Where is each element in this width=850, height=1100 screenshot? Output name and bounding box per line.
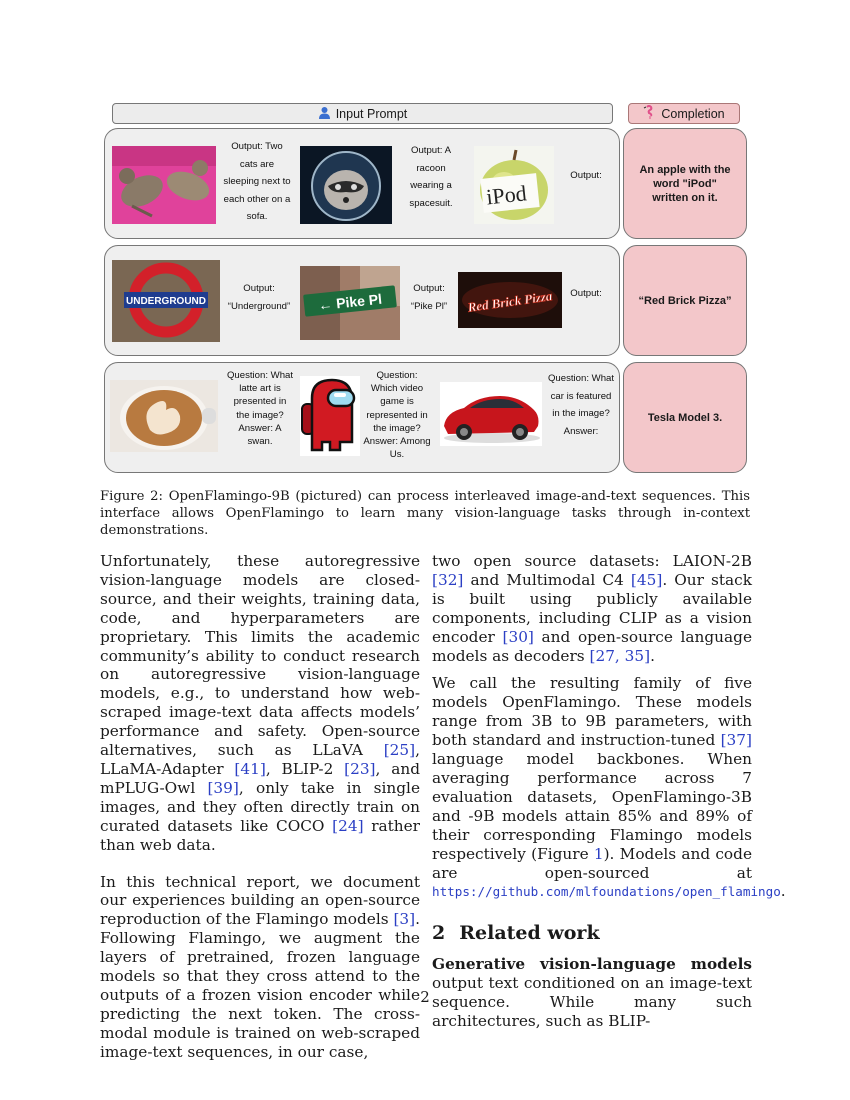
tesla-image: [440, 382, 542, 446]
row1-caption-1: Output: Two cats are sleeping next to each other on a sofa.: [223, 141, 291, 222]
row3-caption-2: Question: Which video game is represented in the image? Answer: Among Us.: [363, 370, 431, 461]
red-brick-pizza-image: [458, 272, 562, 328]
citation-link[interactable]: [23]: [344, 759, 376, 778]
svg-text:iPod: iPod: [484, 180, 528, 210]
svg-text:Red Brick Pizza: Red Brick Pizza: [466, 288, 554, 315]
row2-caption-2: Output: “Pike Pl”: [410, 283, 448, 312]
svg-text:← Pike Pl: ← Pike Pl: [317, 290, 383, 314]
paragraph: We call the resulting family of five models OpenFlamingo. These models range from 3B to 9B parameters, with both standard and instruction-tuned [37] language model backbones. When averaging performance across 7 evaluation datasets, OpenFlamingo-3B and -9B models attain 85% and 89% of their corresponding Flamingo models respectively (Figure 1). Models and code are open-sourced at https://github.com/mlfoundations/open_flamingo.: [432, 674, 786, 901]
figure-caption: Figure 2: OpenFlamingo-9B (pictured) can process interleaved image-and-text sequences. This interface allows OpenFlamingo to learn many vision-language tasks through in-context demonstrations.: [100, 489, 750, 538]
citation-link[interactable]: [32]: [432, 570, 464, 589]
pike-place-image: [300, 266, 400, 340]
svg-text:UNDERGROUND: UNDERGROUND: [126, 296, 206, 307]
apple-ipod-image: [474, 146, 554, 224]
paragraph: two open source datasets: LAION-2B [32] and Multimodal C4 [45]. Our stack is built using publicly available components, including CLIP as a vision encoder [30] and open-source language models as decoders [27, 35].: [432, 552, 753, 665]
flamingo-icon: [643, 105, 656, 122]
racoon-image: [300, 146, 392, 224]
row2-caption-1: Output: “Underground”: [227, 283, 291, 312]
citation-link[interactable]: [25]: [383, 741, 416, 760]
row1-caption-2: Output: A racoon wearing a spacesuit.: [409, 145, 453, 209]
paragraph: In this technical report, we document our experiences building an open-source reproduction of the Flamingo models [3]. Following Flamingo, we augment the layers of pretrained, frozen language models so that they cross attend to the outputs of a frozen vision encoder while predicting the next token. The cross-modal module is trained on web-scraped image-text sequences, in our case,: [100, 872, 420, 1061]
github-link[interactable]: https://github.com/mlfoundations/open_flamingo: [432, 884, 781, 900]
among-us-image: [300, 376, 360, 456]
row3-caption-3: Question: What car is featured in the image? Answer:: [547, 373, 615, 437]
paragraph: Generative vision-language models output text conditioned on an image-text sequence. While many such architectures, such as BLIP-: [432, 955, 752, 1030]
completion-3: Tesla Model 3.: [623, 362, 747, 473]
right-column: [432, 552, 786, 1040]
citation-link[interactable]: [45]: [630, 570, 663, 589]
row3-caption-1: Question: What latte art is presented in the image? Answer: A swan.: [226, 370, 294, 448]
underground-image: [112, 260, 220, 342]
row2-caption-3: Output:: [570, 288, 602, 299]
input-prompt-header: Input Prompt: [112, 103, 613, 124]
section-heading: 2 Related work: [432, 922, 600, 945]
paragraph: Unfortunately, these autoregressive vision-language models are closed-source, and their weights, training data, code, and hyperparameters are proprietary. This limits the academic community’s ability to conduct research on autoregressive vision-language models, e.g., to understand how web-scraped image-text data affects models’ performance and safety. Open-source alternatives, such as LLaVA [25], LLaMA-Adapter [41], BLIP-2 [23], and mPLUG-Owl [39], only take in single images, and they often directly train on curated datasets like COCO [24] rather than web data.: [100, 552, 420, 854]
citation-link[interactable]: [24]: [332, 816, 364, 835]
citation-link[interactable]: [39]: [207, 778, 239, 797]
figure-2: [100, 100, 750, 480]
completion-1: An apple with the word "iPod" written on it.: [623, 128, 747, 239]
figure-link[interactable]: 1: [593, 844, 604, 863]
citation-link[interactable]: [41]: [234, 759, 266, 778]
page-number: 2: [420, 988, 430, 1006]
citation-link[interactable]: [3]: [393, 910, 416, 929]
person-icon: [318, 106, 331, 122]
citation-link[interactable]: [27, 35]: [589, 646, 651, 665]
cats-image: [112, 146, 216, 224]
row1-caption-3: Output:: [570, 170, 602, 181]
citation-link[interactable]: [30]: [502, 627, 534, 646]
latte-art-image: [110, 380, 218, 452]
completion-2: “Red Brick Pizza”: [623, 245, 747, 356]
completion-header: Completion: [628, 103, 740, 124]
citation-link[interactable]: [37]: [720, 731, 752, 750]
